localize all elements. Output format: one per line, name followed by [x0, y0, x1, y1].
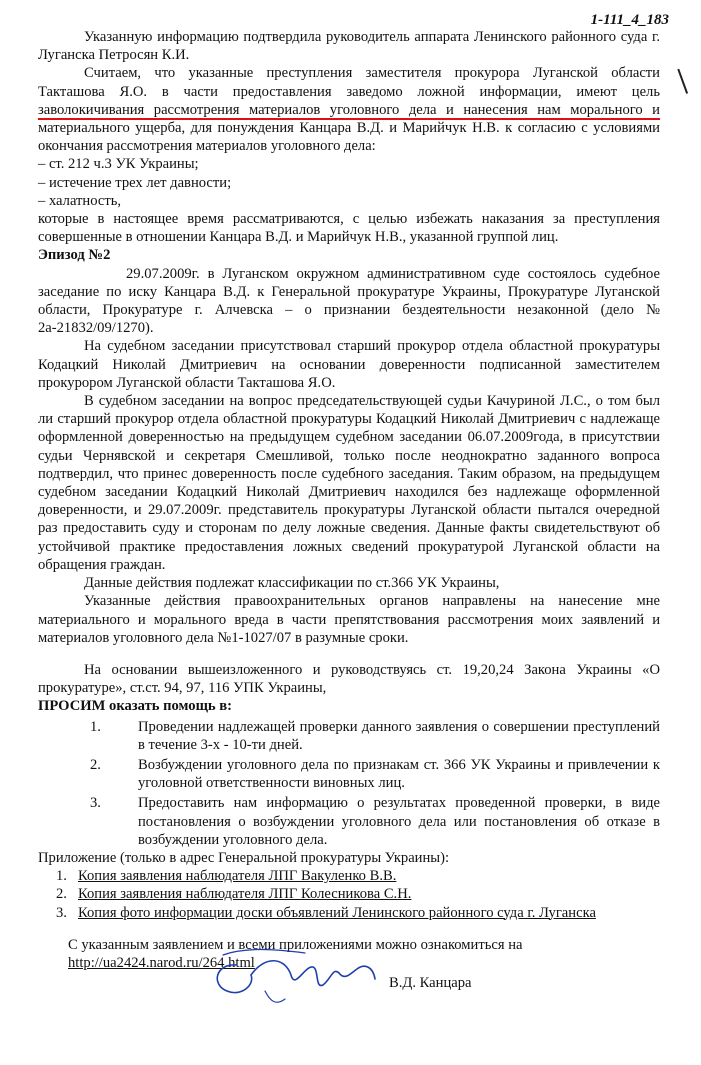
paragraph: Указанные действия правоохранительных органов направлены на нанесение мне материального и морального вреда в части препятствования рассмотрения моих заявлений и материалов уголовного дела №1-1027/07 в разумные сроки. [38, 593, 660, 646]
document-body [38, 28, 660, 972]
paragraph: Данные действия подлежат классификации по ст.366 УК Украины, [84, 575, 500, 592]
attachment-number: 2. [56, 886, 67, 903]
attachment-item [56, 904, 660, 922]
attachment-text: Копия заявления наблюдателя ЛПГ Колесникова С.Н. [78, 886, 412, 903]
attachment-item [56, 885, 660, 903]
handwritten-signature [205, 945, 380, 1010]
footer-note: С указанным заявлением и всеми приложениями можно ознакомиться на [68, 936, 523, 953]
request-item-number: 2. [90, 756, 101, 773]
paragraph-underlined [38, 64, 660, 155]
attachment-text: Копия фото информации доски объявлений Ленинского районного суда г. Луганска [78, 904, 596, 921]
spacer [38, 647, 660, 661]
attachments-heading: Приложение (только в адрес Генеральной прокуратуры Украины): [38, 849, 450, 866]
request-item-text: Предоставить нам информацию о результатах проведенной проверки, в виде постановления о возбуждении уголовного дела или постановления об отказе в возбуждении уголовного дела. [138, 795, 660, 848]
attachment-item [56, 867, 660, 885]
website-link[interactable]: http://ua2424.narod.ru/264.html [68, 954, 255, 971]
episode-heading: Эпизод №2 [38, 247, 111, 264]
list-dash-item: – истечение трех лет давности; [38, 174, 232, 191]
request-item [38, 794, 660, 849]
text-span: Считаем, что указанные преступления заместителя прокурора Луганской области Такташова Я.О. в части предоставления заведомо ложной информации, имеют цель [38, 65, 660, 100]
request-item-text: Возбуждении уголовного дела по признакам ст. 366 УК Украины и привлечении к уголовной ответственности виновных лиц. [138, 756, 660, 792]
paragraph: которые в настоящее время рассматриваются, с целью избежать наказания за преступления совершенные в отношении Канцара В.Д. и Марийчук Н.В., указанной группой лиц. [38, 211, 660, 246]
request-item-number: 3. [90, 795, 101, 812]
request-item [38, 756, 660, 792]
attachment-number: 1. [56, 868, 67, 885]
paragraph: В судебном заседании на вопрос председательствующей судьи Качуриной Л.С., о том был ли старший прокурор отдела областной прокуратуры Кодацкий Николай Дмитриевич с надлежаще оформленной доверенностью на предыдущем судебном заседании 06.07.2009года, в присутствии судьи Чернявской и секретаря Смешливой, только после неоднократно заданного вопроса подтвердил, что принес доверенность после судебного заседания. Таким образом, на предыдущем судебном заседании Кодацкий Николай Дмитриевич находился без надлежаще оформленной доверенности, и 29.07.2009г. представитель прокуратуры Луганской области пытался очередной раз предоставить суду и сторонам по делу ложные сведения. Данные факты свидетельствуют об устойчивой практике предоставления ложных сведений прокуратурой Луганской области на обращения граждан. [38, 393, 660, 573]
document-id: 1-111_4_183 [590, 12, 669, 28]
list-dash-item: – ст. 212 ч.3 УК Украины; [38, 156, 199, 173]
attachment-text: Копия заявления наблюдателя ЛПГ Вакуленко В.В. [78, 868, 397, 885]
request-item [38, 718, 660, 754]
highlighted-text: заволокичивания рассмотрения материалов уголовного дела и нанесения нам морального и [38, 101, 660, 118]
text-span: материального ущерба, для понуждения Канцара В.Д. и Марийчук Н.В. к согласию с условиями окончания рассмотрения материалов уголовного дела: [38, 120, 660, 155]
list-dash-item: – халатность, [38, 192, 122, 209]
attachment-number: 3. [56, 904, 67, 921]
spacer [38, 922, 660, 936]
request-title: ПРОСИМ оказать помощь в: [38, 698, 233, 715]
signer-name: В.Д. Канцара [389, 975, 472, 991]
request-item-text: Проведении надлежащей проверки данного заявления о совершении преступлений в течение 3-х - 10-ти дней. [138, 718, 660, 753]
paragraph: На судебном заседании присутствовал старший прокурор отдела областной прокуратуры Кодацкий Николай Дмитриевич на основании доверенности подписанной заместителем прокурором Луганской области Такташова Я.О. [38, 338, 660, 391]
request-item-number: 1. [90, 718, 101, 735]
paragraph: Указанную информацию подтвердила руководитель аппарата Ленинского районного суда г. Луганска Петросян К.И. [38, 29, 660, 64]
paragraph: 29.07.2009г. в Луганском окружном административном суде состоялось судебное заседание по иску Канцара В.Д. к Генеральной прокуратуре Украины, Прокуратуре Луганской области, Прокуратуре г. Алчевска – о признании бездеятельности незаконной (дело № 2а-21832/09/1270). [38, 265, 660, 337]
paragraph: На основании вышеизложенного и руководствуясь ст. 19,20,24 Закона Украины «О прокуратуре», ст.ст. 94, 97, 116 УПК Украины, [38, 661, 660, 697]
margin-mark [668, 69, 688, 98]
